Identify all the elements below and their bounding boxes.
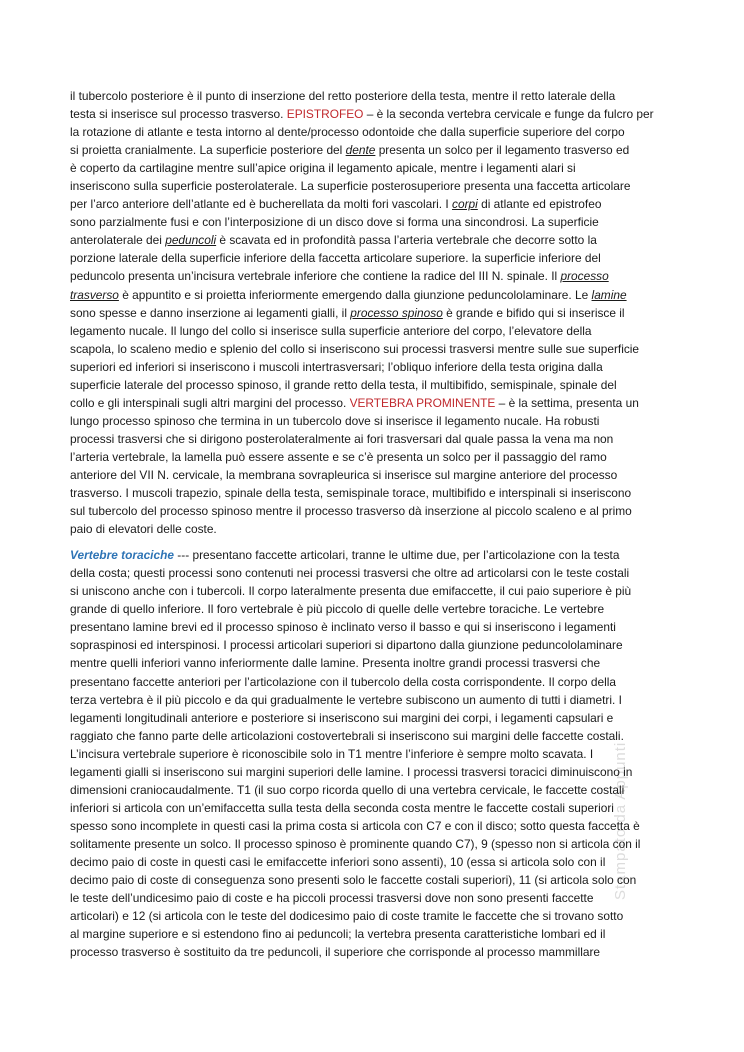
term-lamine: lamine: [591, 287, 627, 302]
text-run: – è la settima, presenta un: [495, 395, 639, 410]
text-line: mentre quelli inferiori vanno inferiormente dalle lamine. Presenta inoltre grandi processi trasversi che: [70, 656, 601, 671]
term-dente: dente: [345, 143, 376, 158]
text-line: superficie laterale del processo spinoso, il grande retto della testa, il multibifido, semispinale, spinale del: [70, 377, 617, 392]
text-line: anteriore del VII N. cervicale, la membrana sovrapleurica si inserisce sul margine anteriore del processo: [70, 467, 618, 482]
heading-epistrofeo: EPISTROFEO: [286, 107, 364, 122]
document-page: [70, 87, 674, 961]
text-run: anterolaterale dei: [70, 233, 166, 248]
text-line: solitamente presente un solco. Il processo spinoso è prominente quando C7), 9 (spesso non si articola con il: [70, 836, 641, 851]
text-line: sono parzialmente fusi e con l’interposizione di un disco dove si forma una sincondrosi. La superficie: [70, 215, 599, 230]
text-line: [70, 141, 674, 159]
text-run: sono spesse e danno inserzione ai legamenti gialli, il: [70, 305, 351, 320]
term-corpi: corpi: [452, 197, 478, 212]
term-processo: processo: [560, 269, 609, 284]
text-run: è scavata ed in profondità passa l’arteria vertebrale che decorre sotto la: [216, 233, 597, 248]
text-run: collo e gli interspinali sugli altri margini del processo.: [70, 395, 350, 410]
text-line: sopraspinosi ed interspinosi. I processi articolari superiori si dipartono dalla giunzione peduncololaminare: [70, 638, 623, 653]
text-line: [70, 195, 674, 213]
text-line: superiori ed inferiori si inseriscono i muscoli intertrasversari; l’obliquo inferiore della testa origina dalla: [70, 359, 603, 374]
text-run: peduncolo presenta un’incisura vertebrale inferiore che contiene la radice del III N. spinale. Il: [70, 269, 561, 284]
text-line: porzione laterale della superficie inferiore della faccetta articolare superiore. la superficie inferiore del: [70, 251, 601, 266]
text-run: è appuntito e si proietta inferiormente emergendo dalla giunzione peduncololaminare. Le: [118, 287, 592, 302]
heading-vertebra-prominente: VERTEBRA PROMINENTE: [349, 395, 496, 410]
text-line: L’incisura vertebrale superiore è riconoscibile solo in T1 mentre l’inferiore è sempre molto scavata. I: [70, 746, 594, 761]
text-line: dimensioni craniocaudalmente. T1 (il suo corpo ricorda quello di una vertebra cervicale, le faccette costali: [70, 782, 625, 797]
paragraph-cervical: [70, 87, 674, 538]
text-line: paio di elevatori delle coste.: [70, 522, 217, 537]
text-line: spesso sono incomplete in questi casi la prima costa si articola con C7 e con il disco; sotto questa faccetta è: [70, 818, 640, 833]
text-line: [70, 304, 674, 322]
text-line: inseriscono sulla superficie posterolaterale. La superficie posterosuperiore presenta una faccetta articolare: [70, 179, 631, 194]
text-line: al margine superiore e si estendono fino ai peduncoli; la vertebra presenta caratteristiche lombari ed il: [70, 927, 606, 942]
text-line: grande di quello inferiore. Il foro vertebrale è più piccolo di quelle delle vertebre toraciche. Le vertebre: [70, 602, 605, 617]
text-line: processo trasverso è sostituito da tre peduncoli, il superiore che corrisponde al processo mammillare: [70, 945, 601, 960]
paragraph-thoracic: [70, 546, 674, 961]
text-run: testa si inserisce sul processo trasverso.: [70, 107, 287, 122]
text-line: [70, 286, 674, 304]
term-processo-spinoso: processo spinoso: [350, 305, 443, 320]
text-line: l’arteria vertebrale, la lamella può essere assente e se c’è presenta un solco per il passaggio del ramo: [70, 449, 607, 464]
text-run: per l’arco anteriore dell’atlante ed è bucherellata da molti fori vascolari. I: [70, 197, 453, 212]
text-line: trasverso. I muscoli trapezio, spinale della testa, semispinale torace, multibifido e interspinali si inseriscono: [70, 486, 632, 501]
text-run: si proietta cranialmente. La superficie posteriore del: [70, 143, 346, 158]
text-line: inferiori si articola con un’emifaccetta sulla testa della seconda costa mentre le faccette costali superiori: [70, 800, 614, 815]
text-line: le teste dell’undicesimo paio di coste e ha piccoli processi trasversi dove non sono presenti faccette: [70, 891, 594, 906]
watermark: Stampato da Appunti: [612, 741, 629, 900]
term-peduncoli: peduncoli: [165, 233, 217, 248]
text-line: [70, 267, 674, 285]
text-line: si uniscono anche con i tubercoli. Il corpo lateralmente presenta due emifaccette, il cui paio superiore è più: [70, 584, 632, 599]
text-line: della costa; questi processi sono contenuti nei processi trasversi che oltre ad articolarsi con le teste costali: [70, 566, 630, 581]
text-line: legamenti longitudinali anteriore e posteriore si inseriscono sui margini dei corpi, i legamenti capsulari e: [70, 710, 614, 725]
text-line: la rotazione di atlante e testa intorno al dente/processo odontoide che dalla superficie superiore del corpo: [70, 125, 625, 140]
text-line: processi trasversi che si dirigono posterolateralmente ai fori trasversari dal quale passa la vena ma non: [70, 431, 614, 446]
text-run: presenta un solco per il legamento trasverso ed: [375, 143, 630, 158]
text-line: [70, 105, 674, 123]
text-line: raggiato che fanno parte delle articolazioni costovertebrali si inseriscono sui margini delle faccette costali.: [70, 728, 624, 743]
text-line: scapola, lo scaleno medio e splenio del collo si inseriscono sui processi trasversi mentre sulle sue superficie: [70, 341, 640, 356]
text-line: decimo paio di coste di conseguenza sono presenti solo le faccette costali superiori), 11 (si articola solo con: [70, 873, 637, 888]
text-run: è grande e bifido qui si inserisce il: [442, 305, 625, 320]
text-run: – è la seconda vertebra cervicale e funge da fulcro per: [363, 107, 654, 122]
section-heading-vertebre-toraciche: Vertebre toraciche: [70, 548, 174, 563]
text-line: presentano lamine brevi ed il processo spinoso è inclinato verso il basso e qui si inseriscono i legamenti: [70, 620, 616, 635]
text-run: --- presentano faccette articolari, tranne le ultime due, per l’articolazione con la testa: [173, 548, 620, 563]
text-run: di atlante ed epistrofeo: [477, 197, 602, 212]
text-line: è coperto da cartilagine mentre sull’apice origina il legamento apicale, mentre i legamenti alari si: [70, 161, 576, 176]
text-line: [70, 546, 674, 564]
term-trasverso: trasverso: [70, 287, 119, 302]
text-line: [70, 394, 674, 412]
text-line: legamento nucale. Il lungo del collo si inserisce sulla superficie anteriore del corpo, l’elevatore della: [70, 323, 592, 338]
text-line: sul tubercolo del processo spinoso mentre il processo trasverso dà inserzione al piccolo scaleno e al primo: [70, 504, 632, 519]
text-line: lungo processo spinoso che termina in un tubercolo dove si inserisce il legamento nucale. Ha robusti: [70, 413, 600, 428]
text-line: terza vertebra è il più piccolo e da qui gradualmente le vertebre subiscono un aumento di tutti i diametri. I: [70, 692, 622, 707]
text-line: [70, 231, 674, 249]
text-line: articolari) e 12 (si articola con le teste del dodicesimo paio di coste tramite le faccette che si trovano sotto: [70, 909, 624, 924]
text-line: decimo paio di coste in questi casi le emifaccette inferiori sono assenti), 10 (essa si articola solo con il: [70, 854, 606, 869]
text-line: presentano faccette anteriori per l’articolazione con il tubercolo della costa corrispondente. Il corpo della: [70, 674, 616, 689]
text-line: legamenti gialli si inseriscono sui margini superiori delle lamine. I processi trasversi toracici diminuiscono in: [70, 764, 633, 779]
text-line: il tubercolo posteriore è il punto di inserzione del retto posteriore della testa, mentre il retto laterale della: [70, 89, 616, 103]
